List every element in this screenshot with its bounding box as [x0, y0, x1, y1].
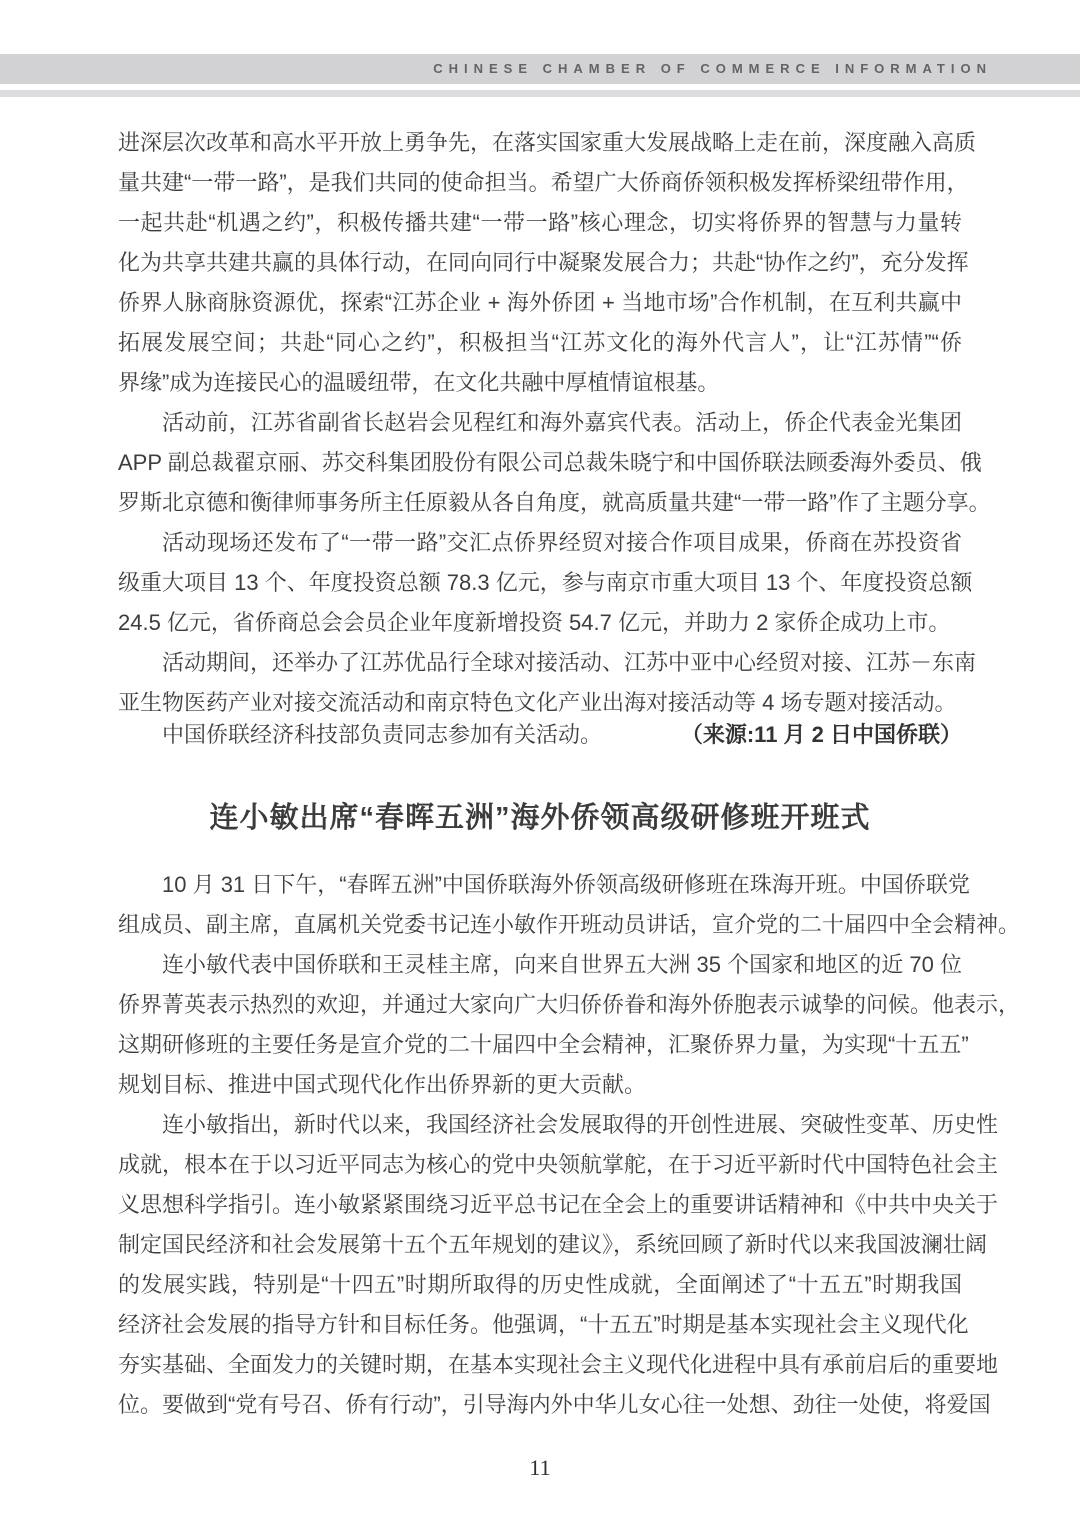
paragraph-line: 位。要做到“党有号召、侨有行动”，引导海内外中华儿女心往一处想、劲往一处使，将爱国 [118, 1392, 991, 1417]
paragraph-line: 连小敏代表中国侨联和王灵桂主席，向来自世界五大洲 35 个国家和地区的近 70 位 [162, 952, 962, 977]
paragraph-line: 界缘”成为连接民心的温暖纽带，在文化共融中厚植情谊根基。 [118, 370, 720, 395]
paragraph-line: APP 副总裁翟京丽、苏交科集团股份有限公司总裁朱晓宁和中国侨联法顾委海外委员、俄 [118, 450, 982, 475]
paragraph-line: 侨界人脉商脉资源优，探索“江苏企业 + 海外侨团 + 当地市场”合作机制，在互利共赢中 [118, 290, 962, 315]
closing-text: 中国侨联经济科技部负责同志参加有关活动。 [162, 722, 603, 747]
article-2-title: 连小敏出席“春晖五洲”海外侨领高级研修班开班式 [209, 802, 871, 834]
paragraph-line: 24.5 亿元，省侨商总会会员企业年度新增投资 54.7 亿元，并助力 2 家侨企成功上市。 [118, 610, 951, 635]
paragraph-line: 进深层次改革和高水平开放上勇争先，在落实国家重大发展战略上走在前，深度融入高质 [118, 130, 977, 155]
paragraph-line: 义思想科学指引。连小敏紧紧围绕习近平总书记在全会上的重要讲话精神和《中共中央关于 [118, 1192, 999, 1217]
paragraph-line: 的发展实践，特别是“十四五”时期所取得的历史性成就，全面阐述了“十五五”时期我国 [118, 1272, 962, 1297]
header-band-rule [0, 90, 1080, 97]
paragraph-line: 拓展发展空间；共赴“同心之约”，积极担当“江苏文化的海外代言人”，让“江苏情”“侨 [118, 330, 962, 355]
paragraph-line: 活动前，江苏省副省长赵岩会见程红和海外嘉宾代表。活动上，侨企代表金光集团 [162, 410, 962, 435]
header-band-text: CHINESE CHAMBER OF COMMERCE INFORMATION [433, 61, 992, 76]
paragraph-line: 一起共赴“机遇之约”，积极传播共建“一带一路”核心理念，切实将侨界的智慧与力量转 [118, 210, 962, 235]
paragraph-line: 成就，根本在于以习近平同志为核心的党中央领航掌舵，在于习近平新时代中国特色社会主 [118, 1152, 999, 1177]
paragraph-line: 制定国民经济和社会发展第十五个五年规划的建议》，系统回顾了新时代以来我国波澜壮阔 [118, 1232, 988, 1257]
paragraph-line: 亚生物医药产业对接交流活动和南京特色文化产业出海对接活动等 4 场专题对接活动。 [118, 690, 957, 715]
paragraph-line: 连小敏指出，新时代以来，我国经济社会发展取得的开创性进展、突破性变革、历史性 [162, 1112, 999, 1137]
paragraph-line: 10 月 31 日下午，“春晖五洲”中国侨联海外侨领高级研修班在珠海开班。中国侨联党 [162, 872, 970, 897]
article-1-body [118, 123, 991, 723]
paragraph-line: 级重大项目 13 个、年度投资总额 78.3 亿元，参与南京市重大项目 13 个、年度投资总额 [118, 570, 973, 595]
paragraph-line: 组成员、副主席，直属机关党委书记连小敏作开班动员讲话，宣介党的二十届四中全会精神。 [118, 912, 1021, 937]
paragraph-line: 这期研修班的主要任务是宣介党的二十届四中全会精神，汇聚侨界力量，为实现“十五五” [118, 1032, 969, 1057]
page-number: 11 [529, 1455, 551, 1480]
paragraph-line: 经济社会发展的指导方针和目标任务。他强调，“十五五”时期是基本实现社会主义现代化 [118, 1312, 969, 1337]
header-band [0, 54, 1080, 84]
paragraph-line: 量共建“一带一路”，是我们共同的使命担当。希望广大侨商侨领积极发挥桥梁纽带作用， [118, 170, 969, 195]
paragraph-line: 罗斯北京德和衡律师事务所主任原毅从各自角度，就高质量共建“一带一路”作了主题分享。 [118, 490, 991, 515]
article-2-body [118, 865, 1021, 1425]
source-note: （来源:11 月 2 日中国侨联） [680, 722, 962, 747]
paragraph-line: 化为共享共建共赢的具体行动，在同向同行中凝聚发展合力；共赴“协作之约”，充分发挥 [118, 250, 969, 275]
paragraph-line: 夯实基础、全面发力的关键时期，在基本实现社会主义现代化进程中具有承前启后的重要地 [118, 1352, 999, 1377]
closing-line [118, 715, 962, 755]
paragraph-line: 侨界菁英表示热烈的欢迎，并通过大家向广大归侨侨眷和海外侨胞表示诚挚的问候。他表示， [118, 992, 1021, 1017]
paragraph-line: 活动期间，还举办了江苏优品行全球对接活动、江苏中亚中心经贸对接、江苏－东南 [162, 650, 977, 675]
paragraph-line: 规划目标、推进中国式现代化作出侨界新的更大贡献。 [118, 1072, 647, 1097]
paragraph-line: 活动现场还发布了“一带一路”交汇点侨界经贸对接合作项目成果，侨商在苏投资省 [162, 530, 962, 555]
